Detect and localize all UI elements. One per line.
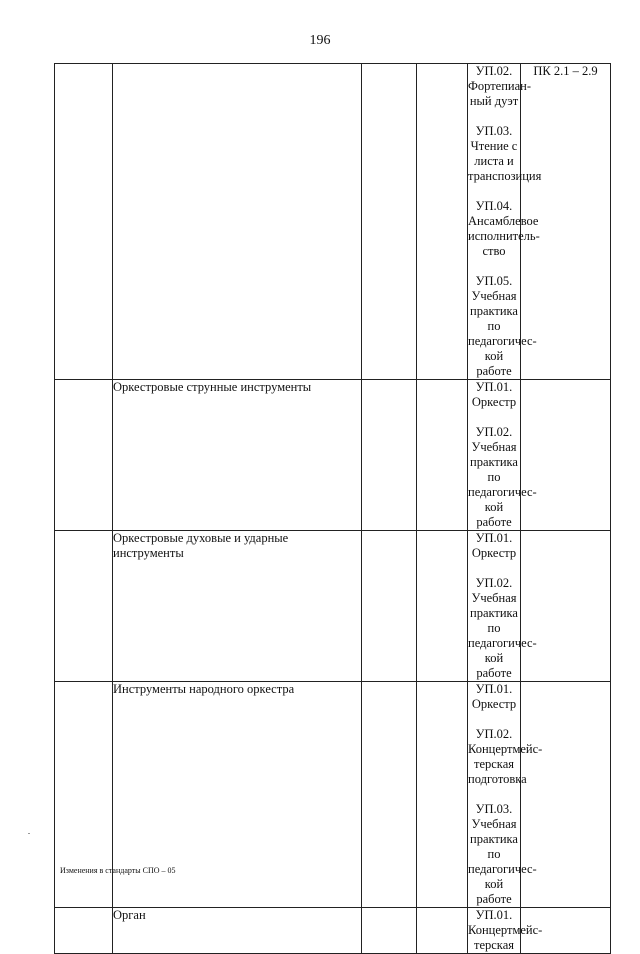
competence-cell: ПК 2.1 – 2.9 (521, 64, 611, 380)
specialty-name-cell: Орган (113, 908, 362, 954)
empty-cell (362, 682, 417, 908)
practice-title-line: педагогичес- (468, 485, 537, 499)
table-row (55, 908, 611, 954)
empty-cell (55, 531, 113, 682)
table-row (55, 531, 611, 682)
practice-code: УП.02. (475, 64, 513, 78)
table-body (55, 64, 611, 954)
practice-title-line: подготовка (468, 772, 527, 786)
practice-code: УП.04. (475, 199, 513, 213)
practice-title-line: Оркестр (471, 697, 517, 711)
empty-cell (417, 531, 468, 682)
practice-entry (468, 199, 540, 259)
practice-title-line: терская (474, 757, 514, 771)
practices-cell (468, 682, 543, 908)
practice-entry (468, 124, 542, 184)
practice-entry (468, 531, 520, 561)
practice-title-line: исполнитель- (468, 229, 540, 243)
practice-table (54, 63, 611, 954)
practice-code: УП.03. (475, 124, 513, 138)
practice-title-line: ный дуэт (469, 94, 519, 108)
practice-title-line: ство (482, 244, 506, 258)
scan-artifact (28, 833, 30, 834)
practice-code: УП.02. (475, 576, 513, 590)
practice-code: УП.02. (475, 425, 513, 439)
practice-title-line: Фортепиан- (468, 79, 532, 93)
practice-title-line: Учебная (471, 440, 517, 454)
empty-cell (362, 531, 417, 682)
specialty-name-cell: Оркестровые духовые и ударные инструменты (113, 531, 362, 682)
practice-title-line: педагогичес- (468, 862, 537, 876)
empty-cell (55, 64, 113, 380)
empty-cell (55, 908, 113, 954)
practice-title-line: Учебная (471, 591, 517, 605)
empty-cell (362, 908, 417, 954)
practice-entry (468, 727, 543, 787)
practice-title-line: Концертмейс- (468, 923, 543, 937)
practice-title-line: практика по (470, 455, 518, 484)
practice-entry (468, 802, 537, 907)
page-number: 196 (309, 33, 331, 48)
practice-entry (468, 908, 543, 953)
practice-title-line: Чтение с (470, 139, 518, 153)
practices-cell (468, 908, 543, 954)
specialty-name-cell: Инструменты народного оркестра (113, 682, 362, 908)
empty-cell (362, 64, 417, 380)
specialty-name-cell (113, 64, 362, 380)
practice-title-line: кой работе (476, 651, 512, 680)
practice-title-line: педагогичес- (468, 334, 537, 348)
practices-cell (468, 64, 542, 380)
practice-entry (468, 576, 537, 681)
practice-entry (468, 274, 537, 379)
table-row (55, 64, 611, 380)
practice-title-line: Ансамблевое (468, 214, 539, 228)
specialty-name-cell: Оркестровые струнные инструменты (113, 380, 362, 531)
empty-cell (417, 908, 468, 954)
practice-title-line: Оркестр (471, 395, 517, 409)
practice-title-line: практика по (470, 832, 518, 861)
empty-cell (417, 380, 468, 531)
practice-code: УП.05. (475, 274, 513, 288)
practice-code: УП.01. (475, 682, 513, 696)
practice-title-line: Концертмейс- (468, 742, 543, 756)
practice-entry (468, 64, 532, 109)
footer-note: Изменения в стандарты СПО – 05 (60, 866, 176, 875)
competence-cell (521, 380, 611, 531)
practice-title-line: кой работе (476, 349, 512, 378)
practice-title-line: Учебная (471, 289, 517, 303)
empty-cell (362, 380, 417, 531)
practice-title-line: практика по (470, 606, 518, 635)
practice-title-line: терская (474, 938, 514, 952)
practices-cell (468, 380, 537, 531)
practice-code: УП.01. (475, 908, 513, 922)
practice-title-line: Учебная (471, 817, 517, 831)
practice-code: УП.03. (475, 802, 513, 816)
empty-cell (417, 64, 468, 380)
practice-code: УП.01. (475, 531, 513, 545)
practice-title-line: педагогичес- (468, 636, 537, 650)
table-row (55, 380, 611, 531)
competence-cell (521, 908, 611, 954)
empty-cell (417, 682, 468, 908)
empty-cell (55, 380, 113, 531)
practice-title-line: Оркестр (471, 546, 517, 560)
competence-cell (521, 531, 611, 682)
practice-title-line: кой работе (476, 500, 512, 529)
practice-code: УП.02. (475, 727, 513, 741)
practice-entry (468, 682, 520, 712)
practice-code: УП.01. (475, 380, 513, 394)
practice-entry (468, 380, 520, 410)
practice-title-line: листа и (474, 154, 514, 168)
practice-title-line: транспозиция (468, 169, 542, 183)
practice-title-line: кой работе (476, 877, 512, 906)
practice-entry (468, 425, 537, 530)
practice-title-line: практика по (470, 304, 518, 333)
practices-cell (468, 531, 537, 682)
